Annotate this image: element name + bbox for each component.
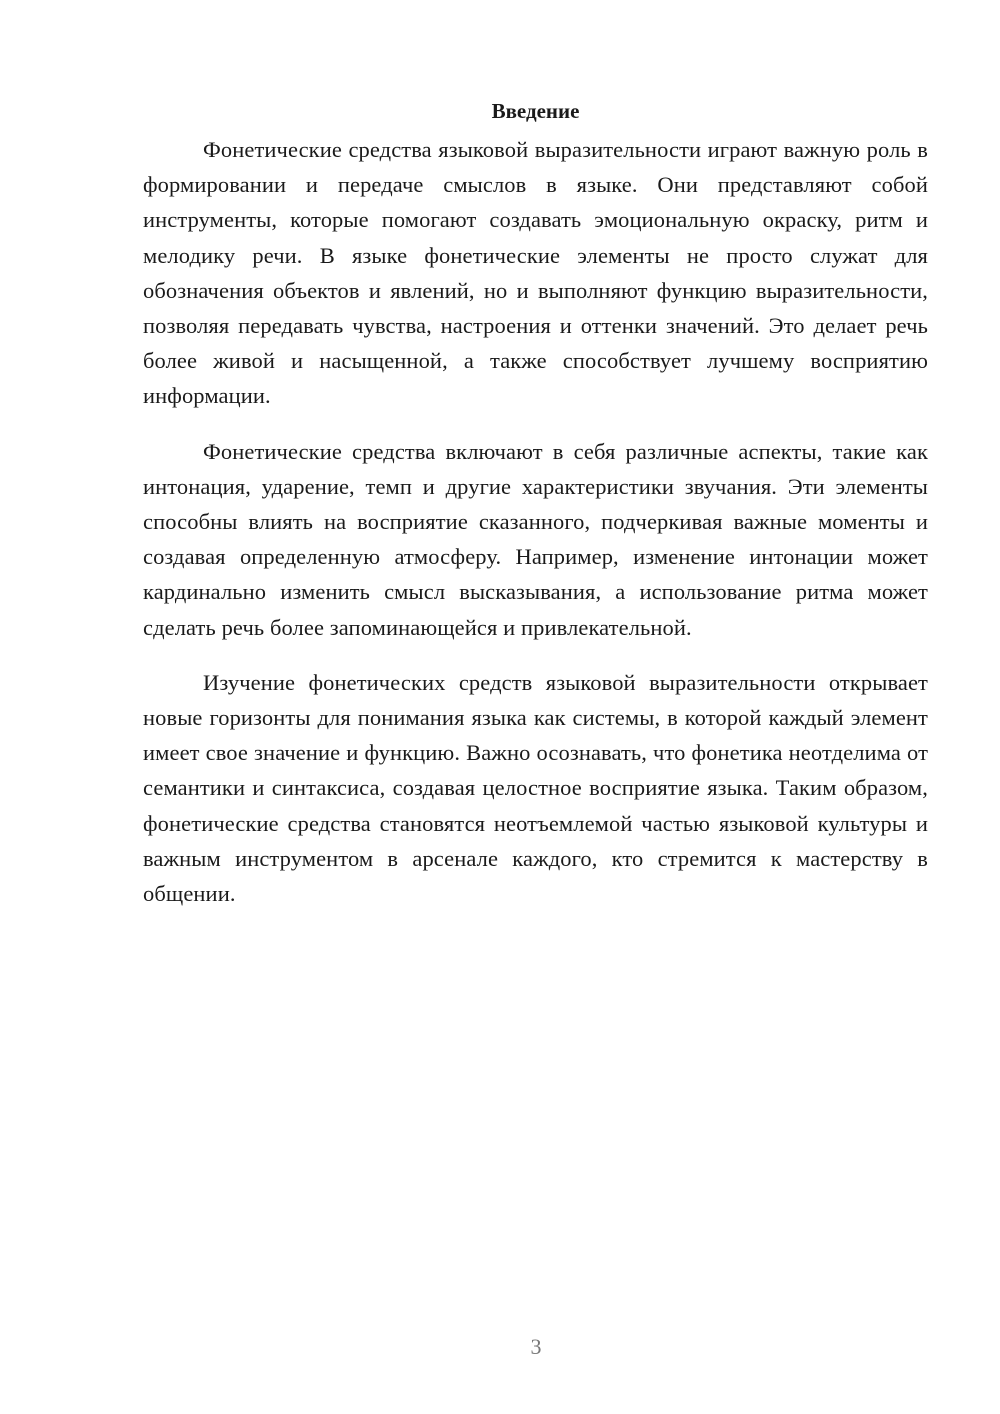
page-number: 3 [530,1334,542,1359]
paragraph-2: Фонетические средства включают в себя различные аспекты, такие как интонация, ударение, темп и другие характеристики звучания. Эти элементы способны влиять на восприятие сказанного, подчеркивая важные моменты и создавая определенную атмосферу. Например, изменение интонации может кардинально изменить смысл высказывания, а использование ритма может сделать речь более запоминающейся и привлекательной. [143,438,928,640]
page-content [143,96,928,931]
paragraph-1: Фонетические средства языковой выразительности играют важную роль в формировании и передаче смыслов в языке. Они представляют собой инструменты, которые помогают создавать эмоциональную окраску, ритм и мелодику речи. В языке фонетические элементы не просто служат для обозначения объектов и явлений, но и выполняют функцию выразительности, позволяя передавать чувства, настроения и оттенки значений. Это делает речь более живой и насыщенной, а также способствует лучшему восприятию информации. [143,137,928,409]
section-title: Введение [491,99,580,123]
paragraph-3: Изучение фонетических средств языковой выразительности открывает новые горизонты для понимания языка как системы, в которой каждый элемент имеет свое значение и функцию. Важно осознавать, что фонетика неотделима от семантики и синтаксиса, создавая целостное восприятие языка. Таким образом, фонетические средства становятся неотъемлемой частью языковой культуры и важным инструментом в арсенале каждого, кто стремится к мастерству в общении. [143,669,928,907]
